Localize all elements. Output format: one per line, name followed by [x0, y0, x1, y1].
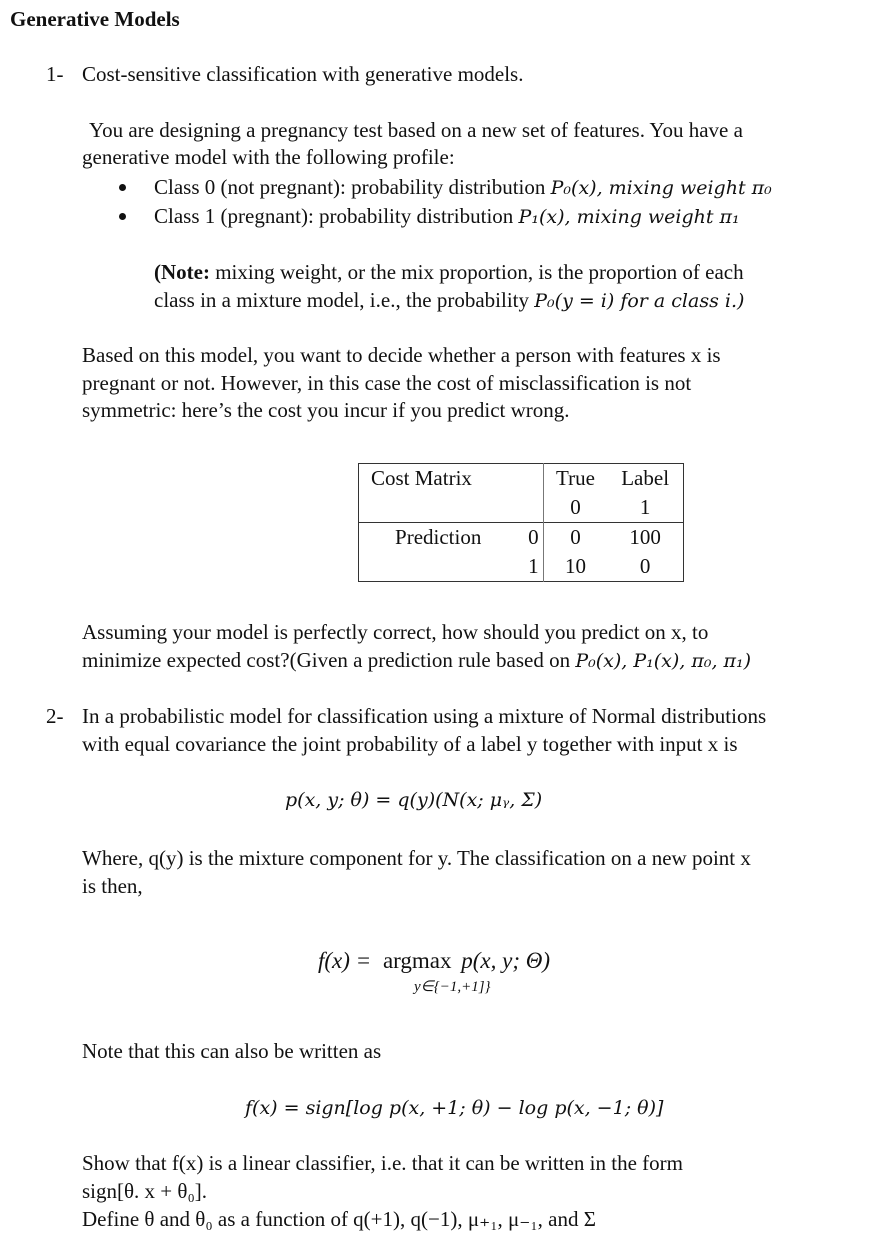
row-header: 0: [517, 523, 543, 553]
table-row: [359, 552, 684, 582]
table-title: Cost Matrix: [371, 466, 472, 490]
cell: 0: [639, 554, 651, 578]
q1-intro-2: generative model with the following profile:: [82, 145, 455, 169]
formula-rhs: p(x, y; Θ): [461, 948, 551, 973]
note-math: P₀(y = i) for a class i.): [534, 290, 745, 312]
row-header: 1: [528, 554, 539, 578]
show-line-1: Show that f(x) is a linear classifier, i.e. that it can be written in the form: [82, 1151, 683, 1175]
bullet-math: P₀(x), mixing weight π₀: [550, 177, 772, 199]
question-math: P₀(x), P₁(x), π₀, π₁): [575, 650, 752, 672]
bullet-math: P₁(x), mixing weight π₁: [518, 206, 740, 228]
show-line-2: sign[θ. x + θ₀].: [82, 1179, 208, 1203]
where-line-1: Where, q(y) is the mixture component for y. The classification on a new point x: [82, 846, 751, 870]
formula-sign: f(x) = sign[log p(x, +1; θ) − log p(x, −1; θ)]: [245, 1097, 664, 1119]
col-header-1: 1: [639, 495, 651, 519]
note-line-2: [154, 287, 744, 314]
header-label: Label: [621, 466, 670, 490]
table-row: [359, 523, 684, 553]
q2-number: 2-: [46, 704, 64, 728]
where-line-2: is then,: [82, 874, 143, 898]
formula-argmax: [318, 948, 550, 974]
bullet-class-1: [154, 203, 740, 230]
q1-question-2: [82, 647, 751, 674]
show-line-3: Define θ and θ₀ as a function of q(+1), q(−1), μ₊₁, μ₋₁, and Σ: [82, 1207, 596, 1231]
note-text: mixing weight, or the mix proportion, is the proportion of each: [209, 260, 744, 284]
q1-number: 1-: [46, 62, 64, 86]
bullet-icon: [119, 184, 126, 191]
q1-intro-1: You are designing a pregnancy test based on a new set of features. You have a: [89, 118, 743, 142]
prediction-label: Prediction: [359, 523, 518, 553]
q1-para-2: pregnant or not. However, in this case the cost of misclassification is not: [82, 371, 692, 395]
q2-line-2: with equal covariance the joint probability of a label y together with input x is: [82, 732, 738, 756]
q2-line-1: In a probabilistic model for classification using a mixture of Normal distributions: [82, 704, 767, 728]
q1-question-1: Assuming your model is perfectly correct, how should you predict on x, to: [82, 620, 709, 644]
header-true: True: [543, 464, 607, 494]
note-label: (Note:: [154, 260, 210, 284]
formula-op: argmax: [382, 948, 452, 973]
argmax-subscript: y∈{−1,+1]}: [414, 979, 491, 995]
bullet-icon: [119, 213, 126, 220]
note-written-as: Note that this can also be written as: [82, 1039, 382, 1063]
cell: 0: [543, 523, 607, 553]
bullet-text: Class 0 (not pregnant): probability distribution: [154, 175, 551, 199]
cell: 100: [607, 523, 683, 553]
formula-lhs: f(x) =: [318, 948, 372, 973]
q1-para-1: Based on this model, you want to decide whether a person with features x is: [82, 343, 721, 367]
cell: 10: [543, 552, 607, 582]
q1-para-3: symmetric: here’s the cost you incur if you predict wrong.: [82, 398, 570, 422]
note-text: class in a mixture model, i.e., the probability: [154, 288, 535, 312]
page-title: Generative Models: [10, 7, 180, 31]
bullet-text: Class 1 (pregnant): probability distribution: [154, 204, 519, 228]
formula-joint: p(x, y; θ) = q(y)(N(x; μᵧ, Σ): [285, 789, 543, 811]
q1-heading: Cost-sensitive classification with generative models.: [82, 62, 524, 86]
col-header-0: 0: [543, 493, 607, 523]
question-text: minimize expected cost?(Given a prediction rule based on: [82, 648, 576, 672]
cost-matrix-table: [358, 463, 684, 582]
note-line-1: [154, 259, 744, 285]
bullet-class-0: [154, 174, 772, 201]
